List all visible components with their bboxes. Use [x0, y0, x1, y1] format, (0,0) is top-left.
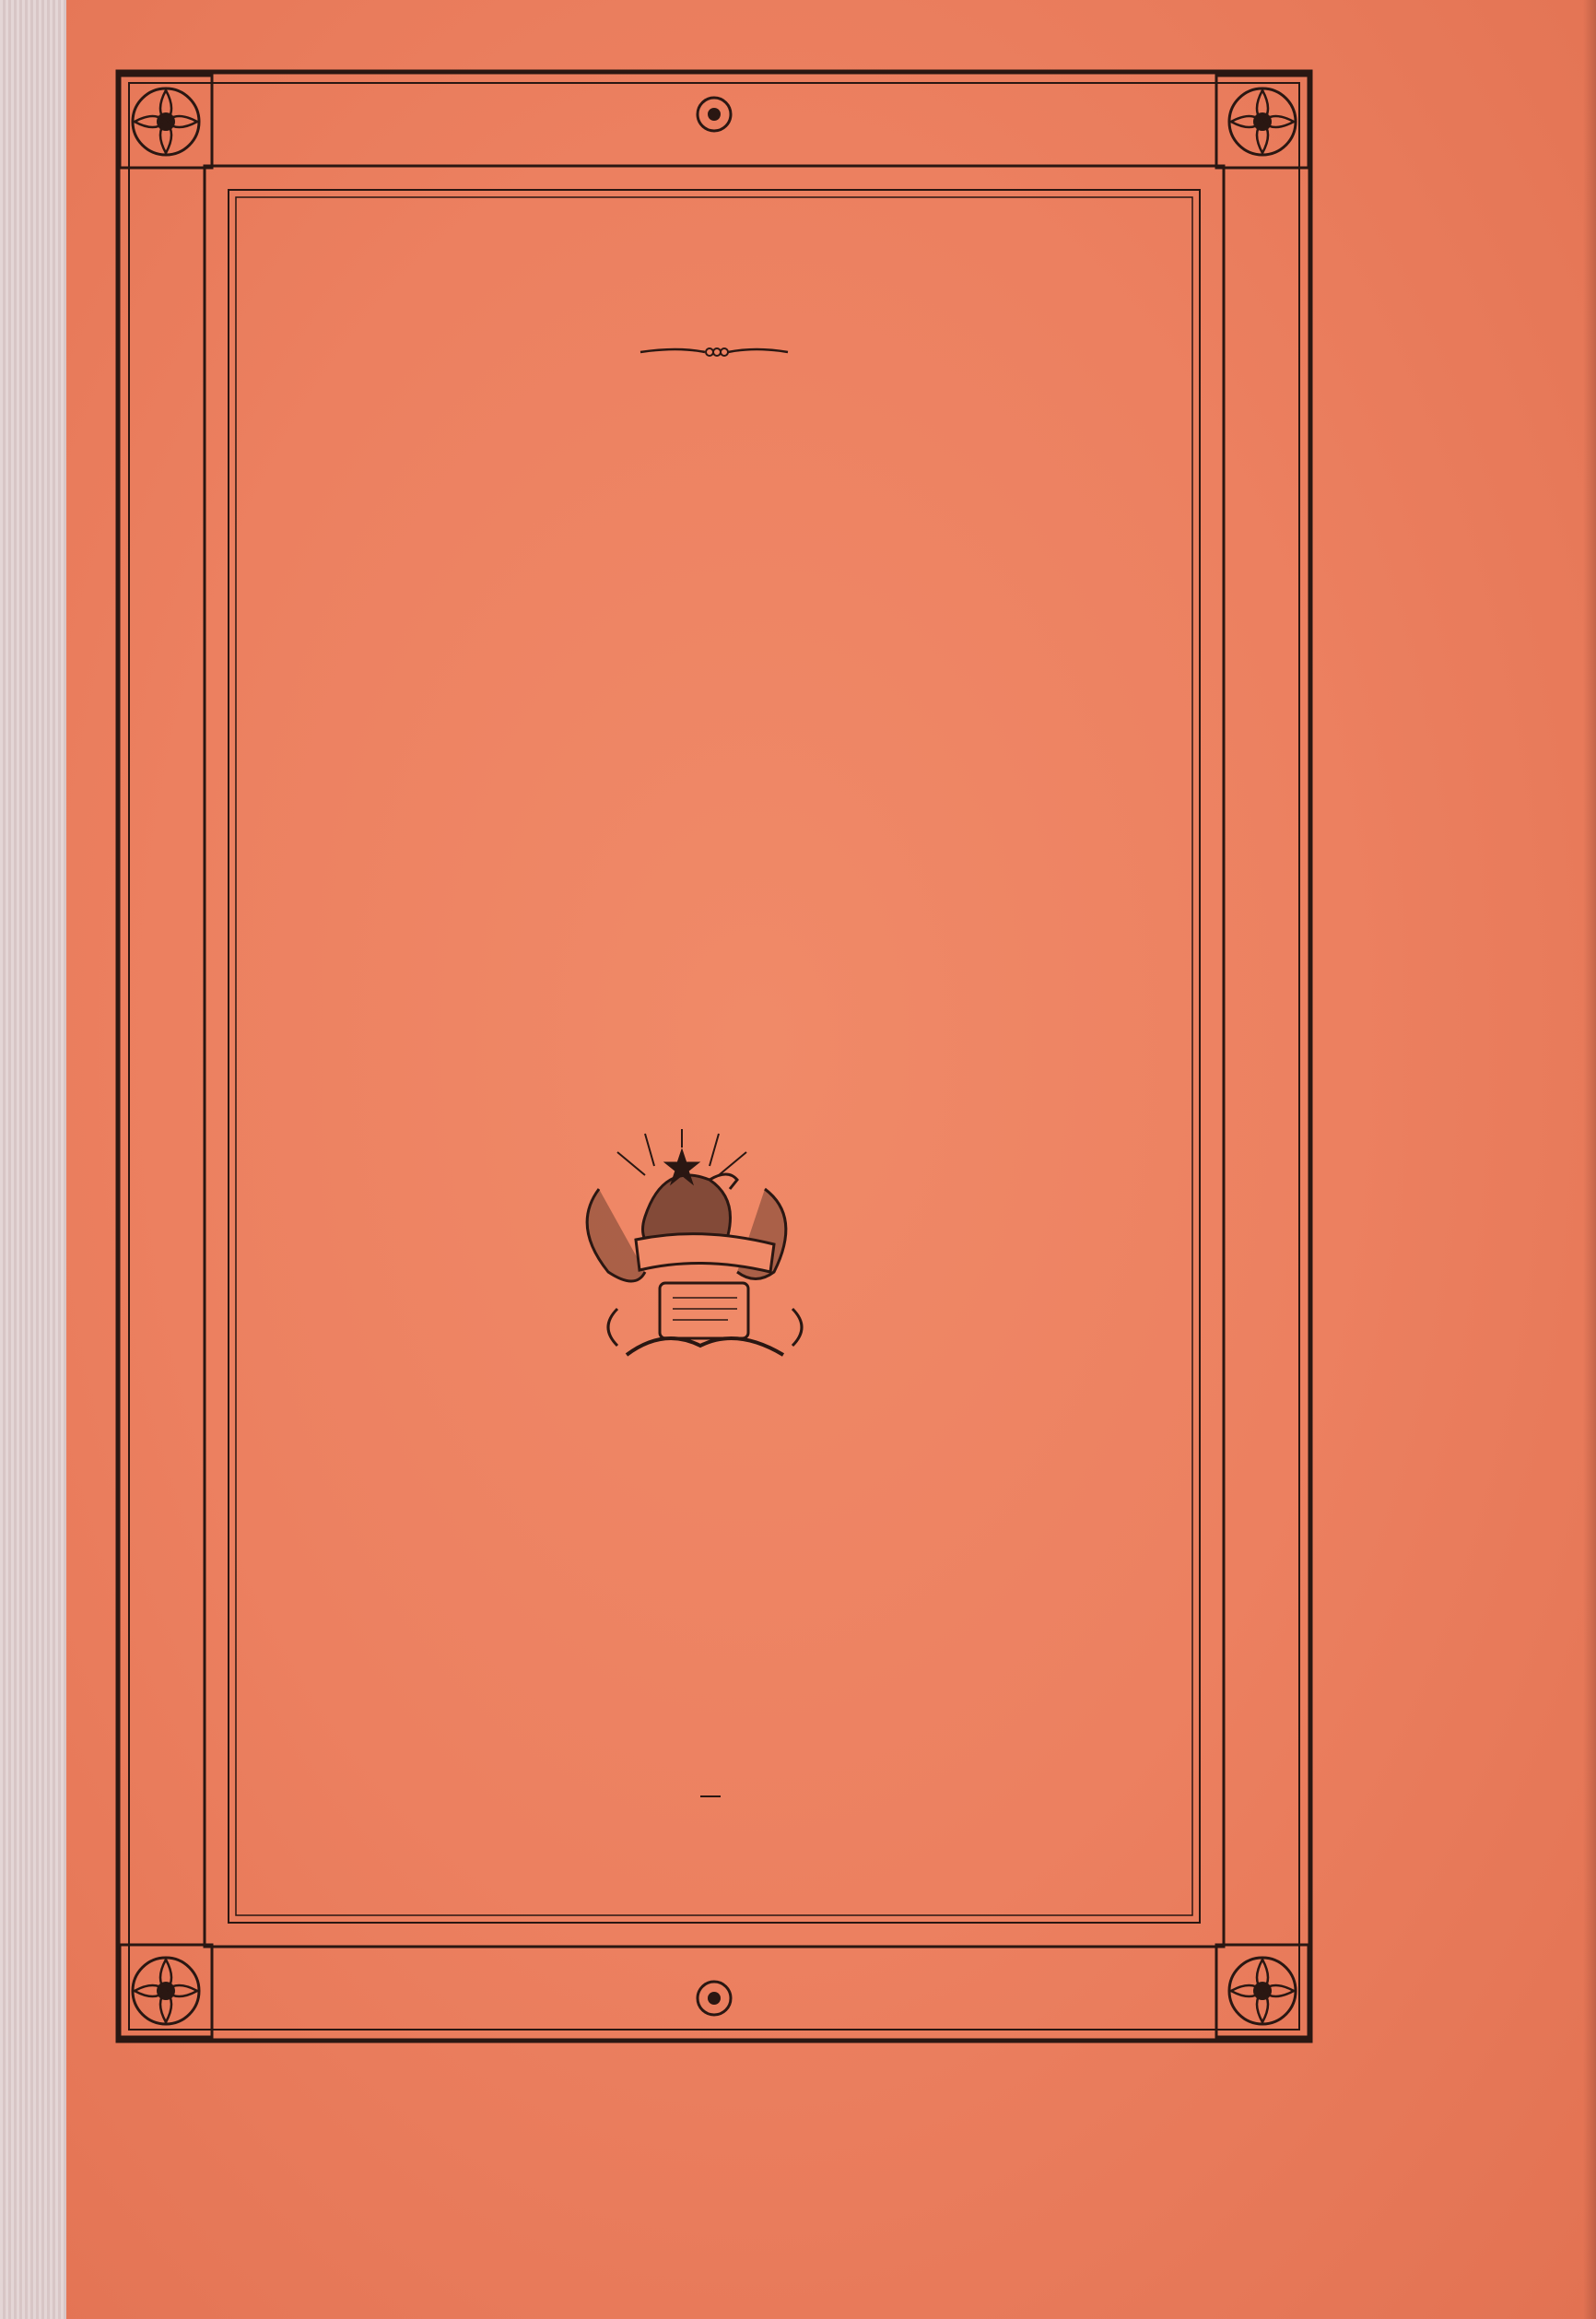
year-rule	[700, 1795, 721, 1797]
corner-rosette-bottom-left	[120, 1945, 212, 2037]
vignette-emblem	[587, 1129, 802, 1355]
corner-rosette-top-left	[120, 76, 212, 168]
corner-rosette-bottom-right	[1216, 1945, 1308, 2037]
corner-rosette-top-right	[1216, 76, 1308, 168]
title-ornament-rule	[640, 348, 788, 356]
